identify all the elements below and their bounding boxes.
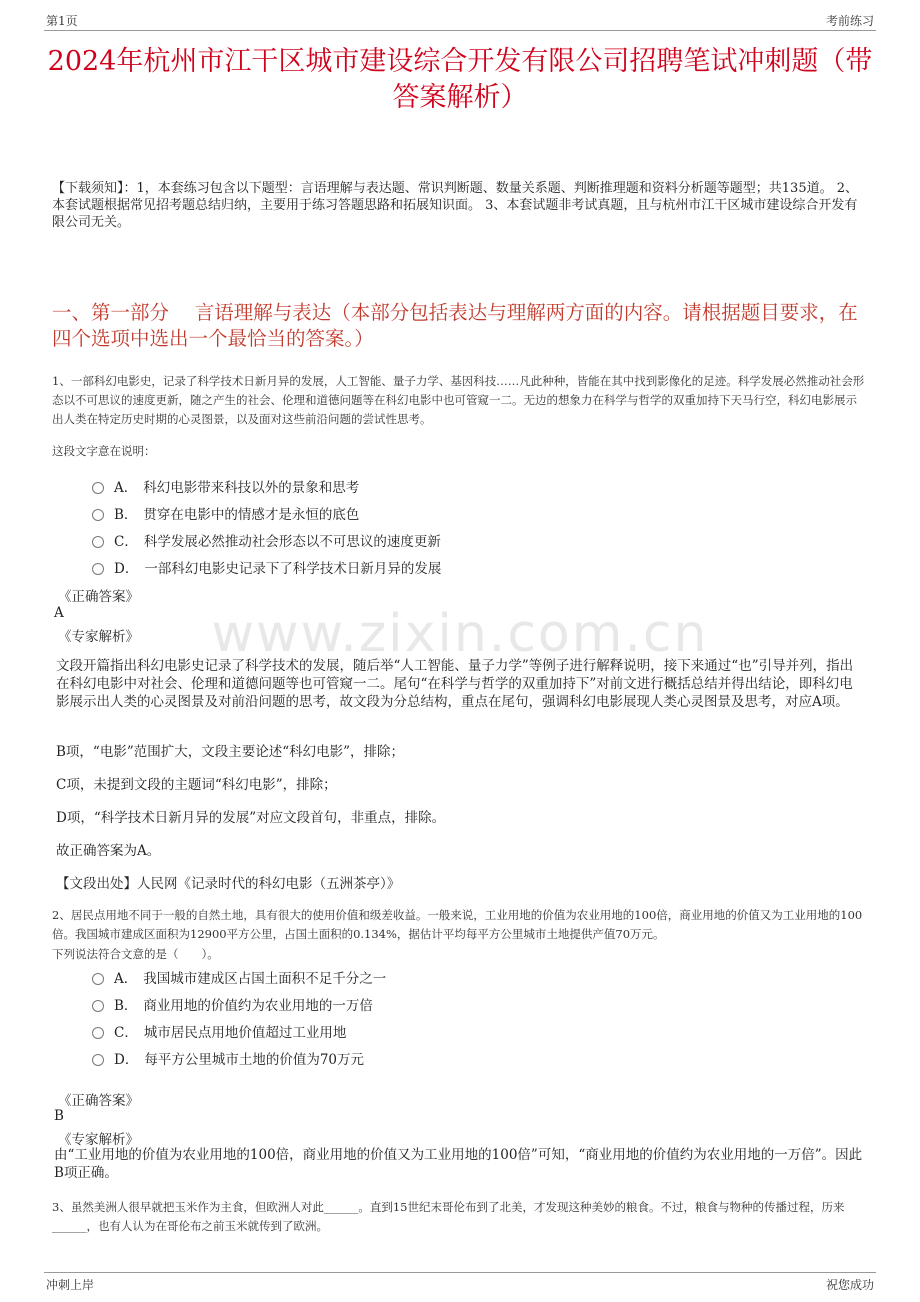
q1-analysis-main: 文段开篇指出科幻电影史记录了科学技术的发展，随后举“人工智能、量子力学”等例子进行解释说明，接下来通过“也”引导并列，指出在科幻电影中对社会、伦理和道德问题等也可管窥一二。尾句“在科学与哲学的双重加持下”对前文进行概括总结并得出结论，即科幻电影展示出人类的心灵图景及对前沿问题的思考，故文段为分总结构，重点在尾句，强调科幻电影展现人类心灵图景及思考，对应A项。 (56, 658, 854, 710)
q1-option-d[interactable]: D． 一部科幻电影史记录下了科学技术日新月异的发展 (92, 557, 441, 577)
watermark: www.zixin.com.cn (211, 604, 709, 664)
q2-option-d[interactable]: D． 每平方公里城市土地的价值为70万元 (92, 1048, 364, 1068)
radio-icon[interactable] (92, 563, 104, 575)
q1-analysis-b: B项，“电影”范围扩大，文段主要论述“科幻电影”，排除； (56, 744, 405, 760)
section-heading: 一、第一部分 言语理解与表达（本部分包括表达与理解两方面的内容。请根据题目要求，在四个选项中选出一个最恰当的答案。） (52, 301, 858, 350)
q1-analysis-label: 《专家解析》 (58, 629, 139, 645)
radio-icon[interactable] (92, 1027, 104, 1039)
radio-icon[interactable] (92, 973, 104, 985)
q2-answer-label: 《正确答案》 (58, 1093, 139, 1109)
q1-option-a[interactable]: A． 科幻电影带来科技以外的景象和思考 (92, 476, 359, 496)
q1-answer-label: 《正确答案》 (58, 589, 139, 605)
q2-analysis: 由“工业用地的价值为农业用地的100倍，商业用地的价值又为工业用地的100倍”可知，“商业用地的价值约为农业用地的一万倍”。因此B项正确。 (54, 1147, 863, 1181)
q1-answer: A (54, 605, 64, 621)
q2-option-c[interactable]: C． 城市居民点用地价值超过工业用地 (92, 1021, 346, 1041)
question-3-text: 3、虽然美洲人很早就把玉米作为主食，但欧洲人对此______。直到15世纪末哥伦布到了北美，才发现这种美妙的粮食。不过，粮食与物种的传播过程，历来______，也有人认为在哥伦布之前玉米就传到了欧洲。 (52, 1200, 845, 1233)
radio-icon[interactable] (92, 482, 104, 494)
q1-analysis-c: C项，未提到文段的主题词“科幻电影”，排除； (56, 777, 337, 793)
question-1-text: 1、一部科幻电影史，记录了科学技术日新月异的发展，人工智能、量子力学、基因科技……凡此种种，皆能在其中找到影像化的足迹。科学发展必然推动社会形态以不可思议的速度更新，随之产生的社会、伦理和道德问题等在科幻电影中也可管窥一二。无边的想象力在科学与哲学的双重加持下天马行空，科幻电影展示出人类在特定历史时期的心灵图景，以及面对这些前沿问题的尝试性思考。 (52, 374, 865, 426)
radio-icon[interactable] (92, 509, 104, 521)
question-2-prompt: 下列说法符合文意的是（ ）。 (52, 947, 219, 961)
page-footer (44, 1272, 876, 1295)
page-header (44, 10, 876, 31)
radio-icon[interactable] (92, 1000, 104, 1012)
footer-left: 冲刺上岸 (46, 1278, 95, 1292)
page-number: 第1页 (46, 14, 78, 28)
radio-icon[interactable] (92, 536, 104, 548)
q1-source: 【文段出处】人民网《记录时代的科幻电影（五洲茶亭）》 (56, 876, 401, 892)
q1-analysis-d: D项，“科学技术日新月异的发展”对应文段首句，非重点，排除。 (56, 810, 446, 826)
question-2-text: 2、居民点用地不同于一般的自然土地，具有很大的使用价值和级差收益。一般来说，工业用地的价值为农业用地的100倍，商业用地的价值又为工业用地的100倍。我国城市建成区面积为12900平方公里，占国土面积的0.134%，据估计平均每平方公里城市土地提供产值70万元。 (52, 908, 863, 941)
download-notice: 【下载须知】：1，本套练习包含以下题型：言语理解与表达题、常识判断题、数量关系题、判断推理题和资料分析题等题型；共135道。 2、本套试题根据常见招考题总结归纳，主要用于练习答题思路和拓展知识面。 3、本套试题非考试真题，且与杭州市江干区城市建设综合开发有限公司无关。 (52, 181, 858, 230)
q2-option-b[interactable]: B． 商业用地的价值约为农业用地的一万倍 (92, 994, 373, 1014)
radio-icon[interactable] (92, 1054, 104, 1066)
q2-analysis-label: 《专家解析》 (58, 1132, 139, 1148)
header-label: 考前练习 (825, 14, 874, 28)
footer-right: 祝您成功 (825, 1278, 874, 1292)
q1-conclusion: 故正确答案为A。 (56, 843, 161, 859)
q1-option-c[interactable]: C． 科学发展必然推动社会形态以不可思议的速度更新 (92, 530, 441, 550)
q2-answer: B (54, 1108, 64, 1124)
question-1-prompt: 这段文字意在说明： (52, 444, 156, 458)
q2-option-a[interactable]: A． 我国城市建成区占国土面积不足千分之一 (92, 967, 386, 987)
document-title: 2024年杭州市江干区城市建设综合开发有限公司招聘笔试冲刺题（带答案解析） (47, 46, 873, 113)
q1-option-b[interactable]: B． 贯穿在电影中的情感才是永恒的底色 (92, 503, 359, 523)
